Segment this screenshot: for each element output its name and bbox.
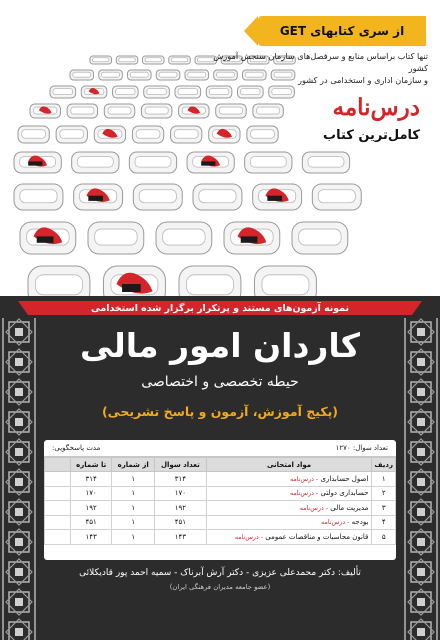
row-to: ۱۹۲ <box>71 501 112 516</box>
row-blank <box>45 530 71 545</box>
row-from: ۱ <box>112 486 155 501</box>
row-index: ۳ <box>372 501 396 516</box>
exam-desk-icon <box>133 184 182 210</box>
col-count: تعداد سوال <box>155 458 207 472</box>
dark-paper-icon <box>241 236 258 242</box>
subject-note: - درس‌نامه <box>321 519 350 527</box>
row-from: ۱ <box>112 530 155 545</box>
question-count: تعداد سوال: ۱۲۷۰ <box>335 444 388 452</box>
row-index: ۲ <box>372 486 396 501</box>
table-row <box>45 486 396 501</box>
sample-exams-strip <box>0 303 440 314</box>
row-blank <box>45 472 71 487</box>
exam-desk-icon <box>302 152 349 173</box>
subject-note: - درس‌نامه <box>290 490 319 498</box>
dark-paper-icon <box>122 284 141 292</box>
pattern-motif <box>6 559 32 585</box>
table-row <box>45 530 396 545</box>
pattern-motif <box>408 529 434 555</box>
row-from: ۱ <box>112 472 155 487</box>
exam-desk-icon <box>247 126 278 143</box>
pattern-motif <box>408 559 434 585</box>
table-header-info <box>44 440 396 457</box>
row-count: ۱۷۰ <box>155 486 207 501</box>
field-subtitle: حیطه تخصصی و اختصاصی <box>141 374 299 390</box>
tagline-line-1: تنها کتاب براساس منابع و سرفصل‌های سازمان سنجش آموزش کشور <box>213 51 428 73</box>
pattern-motif <box>6 529 32 555</box>
exam-desk-icon <box>216 104 246 118</box>
row-from: ۱ <box>112 501 155 516</box>
row-count: ۴۵۱ <box>155 515 207 530</box>
exam-desk-icon <box>129 152 176 173</box>
exam-desk-icon <box>292 222 348 254</box>
exam-desk-icon <box>245 152 292 173</box>
exam-desk-icon <box>88 222 144 254</box>
row-index: ۵ <box>372 530 396 545</box>
headline-lesson: درس‌نامه <box>332 94 420 121</box>
col-blank <box>45 458 71 472</box>
strip-text: نمونه آزمون‌های مستند و پرتکرار برگزار شده استخدامی <box>90 303 349 314</box>
subject-name: حسابداری دولتی <box>320 489 369 498</box>
exam-desk-icon <box>50 86 76 98</box>
row-index: ۴ <box>372 515 396 530</box>
persian-pattern-right-icon <box>402 318 440 640</box>
exam-desk-icon <box>116 56 138 64</box>
exam-desk-icon <box>67 104 97 118</box>
dark-paper-icon <box>201 161 215 165</box>
row-index: ۱ <box>372 472 396 487</box>
col-from: از شماره <box>112 458 155 472</box>
col-index: ردیف <box>372 458 396 472</box>
headline-complete: کامل‌ترین کتاب <box>323 128 420 143</box>
dark-paper-icon <box>88 196 103 201</box>
exam-desk-icon <box>169 56 191 64</box>
pattern-motif <box>408 469 434 495</box>
pattern-motif <box>408 409 434 435</box>
row-to: ۱۷۰ <box>71 486 112 501</box>
pattern-motif <box>408 319 434 345</box>
row-count: ۱۹۲ <box>155 501 207 516</box>
dark-paper-icon <box>37 236 54 242</box>
pattern-motif <box>408 589 434 615</box>
pattern-motif <box>408 619 434 640</box>
exam-desk-icon <box>143 56 165 64</box>
package-subtitle: (پکیج آموزش، آزمون و پاسخ تشریحی) <box>101 404 339 419</box>
publisher-note: (عضو جامعه مدیران فرهنگی ایران) <box>169 583 271 591</box>
exam-desk-icon <box>56 126 87 143</box>
table-row <box>45 501 396 516</box>
pattern-motif <box>6 379 32 405</box>
col-to: تا شماره <box>71 458 112 472</box>
exam-desk-icon <box>253 104 283 118</box>
pattern-motif <box>6 439 32 465</box>
exam-desk-icon <box>141 104 171 118</box>
col-subject: مواد امتحانی <box>206 458 372 472</box>
table-header-row <box>45 458 396 472</box>
tagline-line-2: و سازمان اداری و استخدامی در کشور <box>298 75 428 85</box>
row-from: ۱ <box>112 515 155 530</box>
pattern-motif <box>6 469 32 495</box>
pattern-motif <box>408 439 434 465</box>
pattern-motif <box>6 349 32 375</box>
exam-desk-icon <box>206 86 232 98</box>
subject-note: - درس‌نامه <box>299 504 329 512</box>
exam-desk-icon <box>72 152 119 173</box>
pattern-motif <box>408 379 434 405</box>
series-banner: از سری کتابهای GET <box>258 16 426 46</box>
pattern-motif <box>408 499 434 525</box>
row-to: ۱۴۳ <box>71 530 112 545</box>
pattern-motif <box>6 499 32 525</box>
authors: تألیف: دکتر محمدعلی عزیزی - دکتر آرش آبرناک - سمیه احمد پور قادیکلائی <box>79 568 361 578</box>
tagline <box>198 50 428 86</box>
exam-desk-icon <box>179 266 241 298</box>
dark-paper-icon <box>267 196 282 201</box>
exam-desk-icon <box>90 56 112 64</box>
row-subject <box>206 515 372 530</box>
pattern-motif <box>6 409 32 435</box>
exam-desk-icon <box>113 86 139 98</box>
subject-note: - درس‌نامه <box>289 475 319 483</box>
row-count: ۳۱۴ <box>155 472 207 487</box>
exam-desk-icon <box>18 126 49 143</box>
exam-desk-icon <box>255 266 317 298</box>
pattern-motif <box>6 589 32 615</box>
exam-desk-icon <box>132 126 163 143</box>
exam-desk-icon <box>175 86 201 98</box>
exam-desk-icon <box>99 70 123 80</box>
exam-desk-icon <box>128 70 152 80</box>
row-count: ۱۴۳ <box>155 530 207 545</box>
subject-name: بودجه <box>351 518 369 527</box>
exam-desk-icon <box>193 184 242 210</box>
pattern-motif <box>408 349 434 375</box>
row-blank <box>45 515 71 530</box>
persian-pattern-left-icon <box>0 318 38 640</box>
subject-name: مدیریت مالی <box>330 503 369 512</box>
exam-desk-icon <box>104 104 134 118</box>
exam-desk-icon <box>144 86 170 98</box>
exam-desk-icon <box>156 70 180 80</box>
pattern-motif <box>6 619 32 640</box>
exam-desk-icon <box>70 70 94 80</box>
subject-name: اصول حسابداری <box>320 474 369 483</box>
row-subject <box>206 472 372 487</box>
answer-duration: مدت پاسخگویی: <box>52 444 101 452</box>
exam-desk-icon <box>14 184 63 210</box>
subject-note: - درس‌نامه <box>234 533 264 541</box>
exam-desk-icon <box>28 266 90 298</box>
pattern-motif <box>6 319 32 345</box>
exam-desk-icon <box>156 222 212 254</box>
exam-desk-icon <box>238 86 264 98</box>
row-to: ۴۵۱ <box>71 515 112 530</box>
table-row <box>45 515 396 530</box>
schedule-grid <box>44 457 396 545</box>
book-title: کاردان امور مالی <box>79 326 360 365</box>
exam-desk-icon <box>171 126 202 143</box>
row-subject <box>206 486 372 501</box>
row-blank <box>45 501 71 516</box>
table-row <box>45 472 396 487</box>
row-subject <box>206 530 372 545</box>
subject-name: قانون محاسبات و مناقصات عمومی <box>265 532 369 541</box>
row-subject <box>206 501 372 516</box>
exam-desk-icon <box>269 86 295 98</box>
dark-paper-icon <box>28 161 42 165</box>
exam-desk-icon <box>312 184 361 210</box>
exam-schedule-table <box>44 440 396 560</box>
row-to: ۳۱۴ <box>71 472 112 487</box>
row-blank <box>45 486 71 501</box>
